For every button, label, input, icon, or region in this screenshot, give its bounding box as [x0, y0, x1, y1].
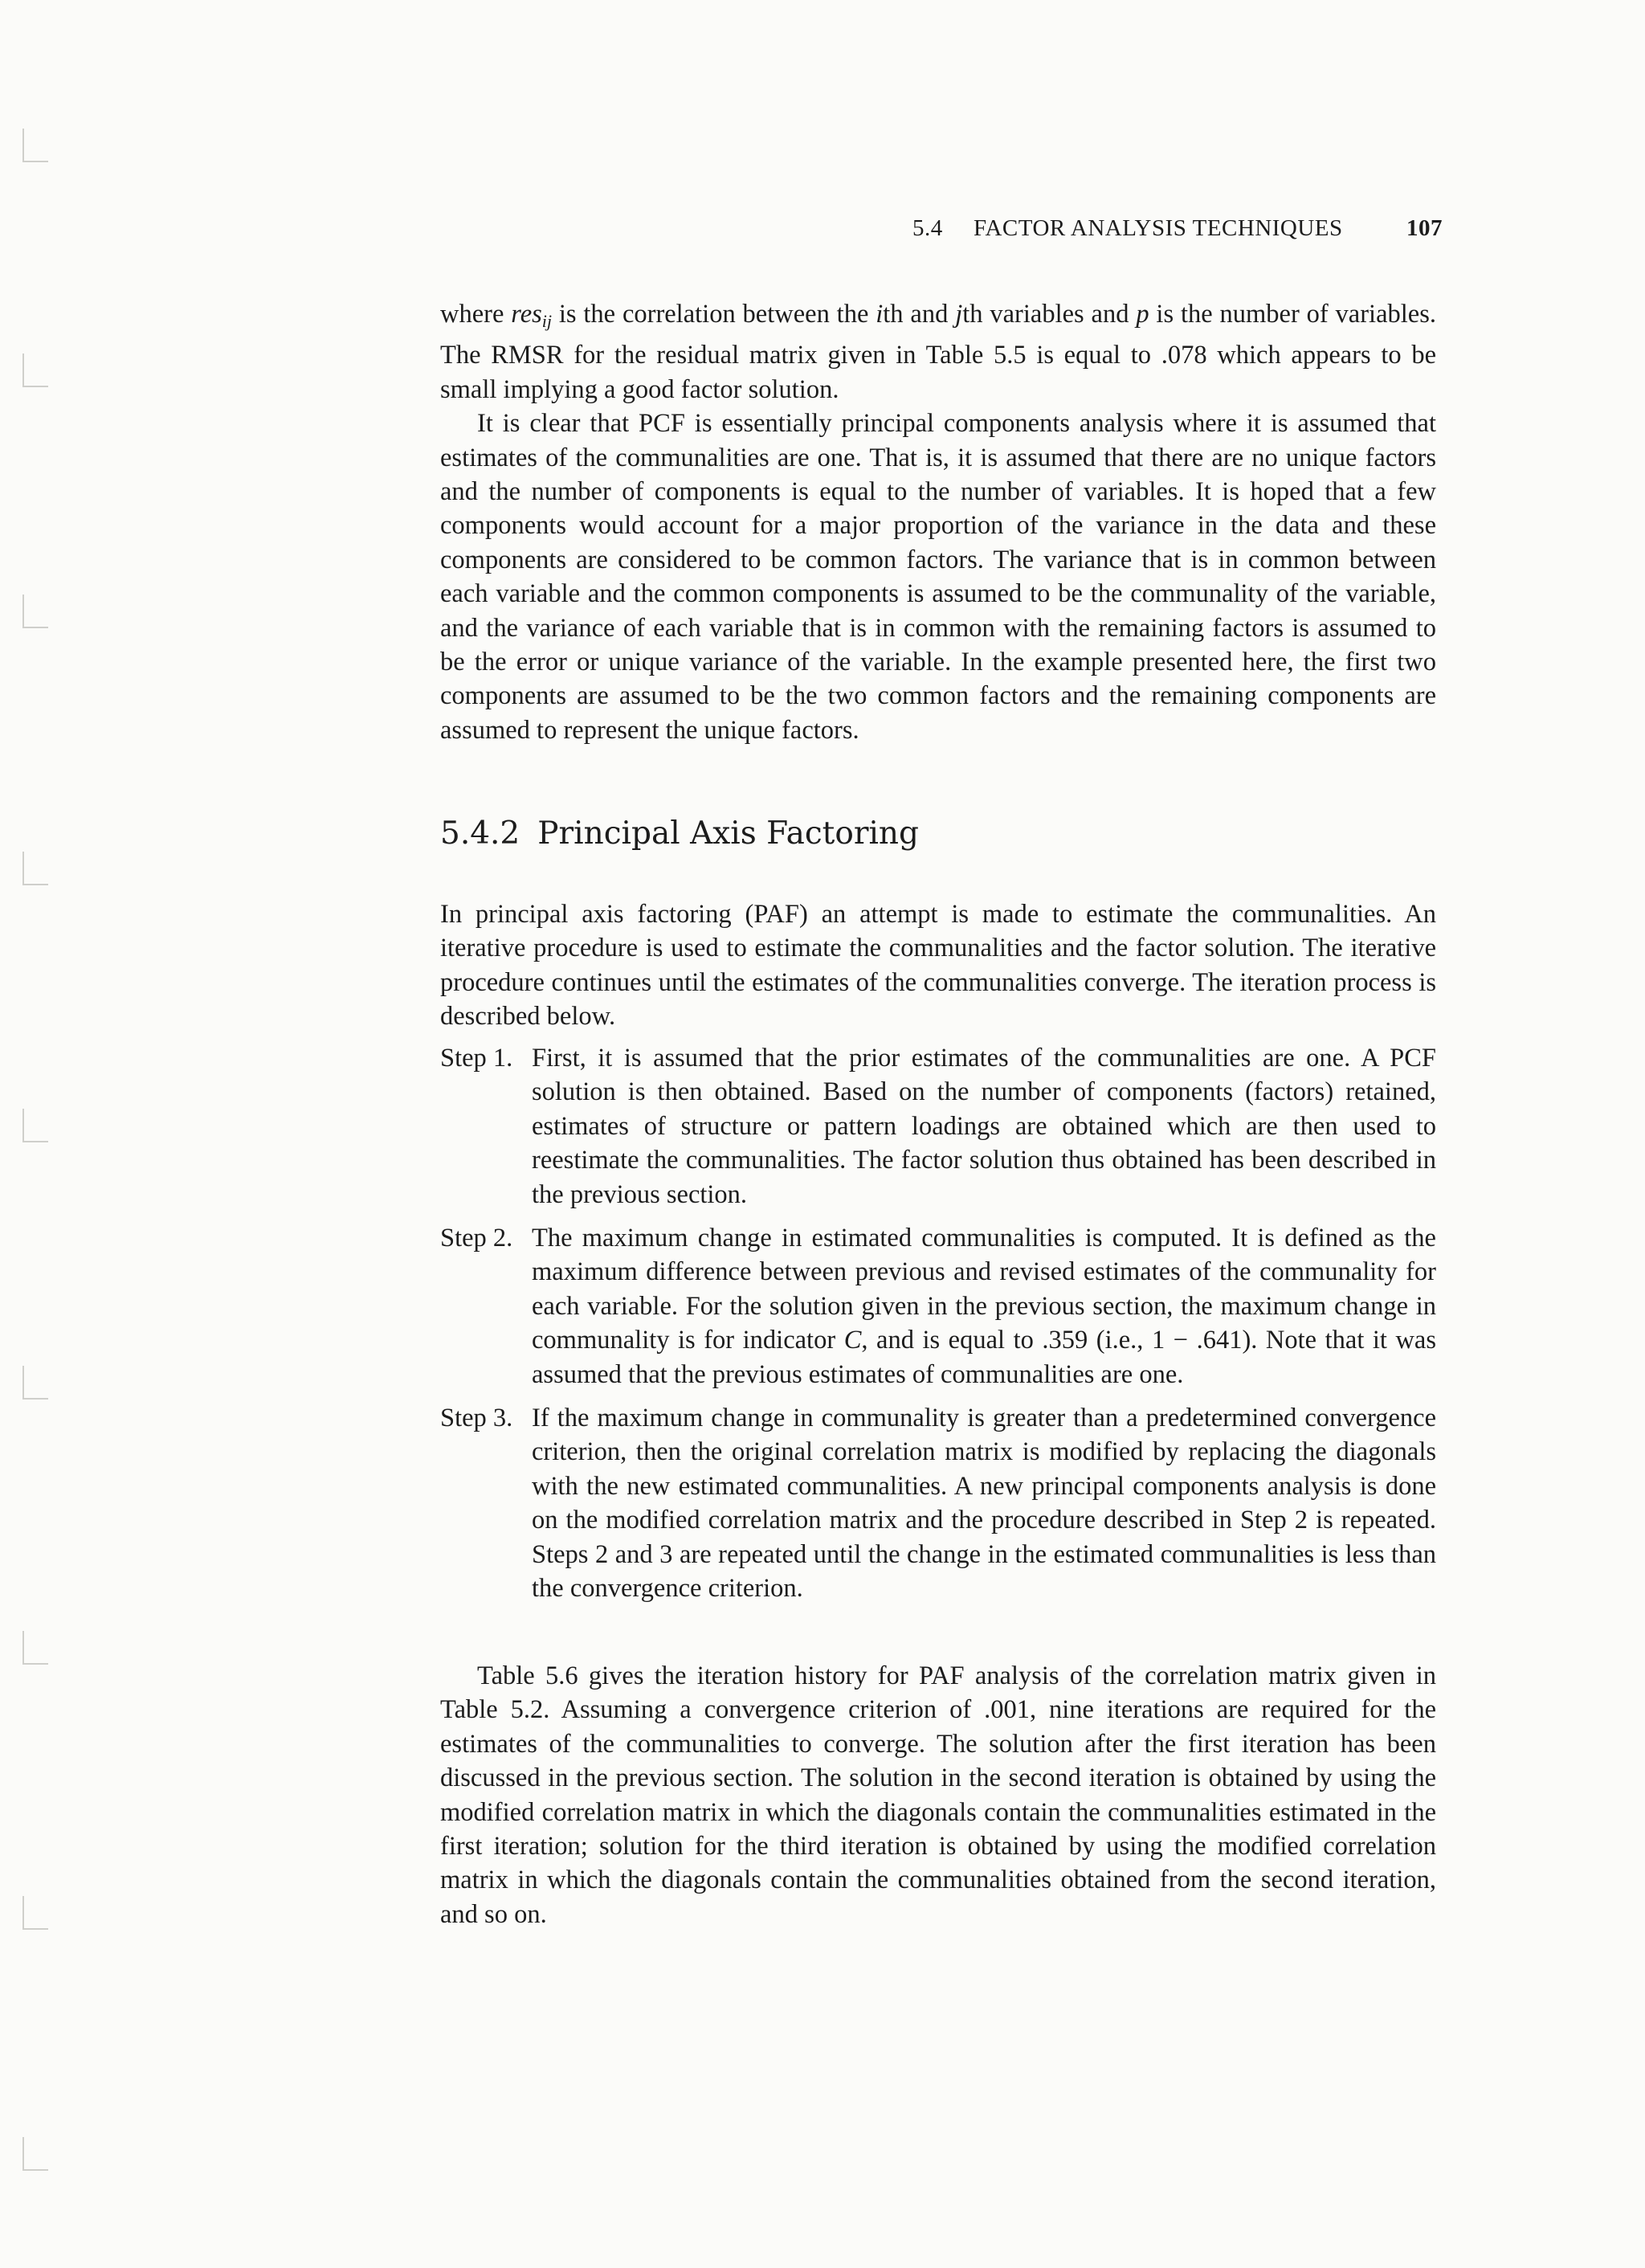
- edge-mark: [22, 353, 48, 387]
- math-i: i: [876, 300, 884, 329]
- running-head: [912, 215, 1443, 251]
- step-item: [440, 1041, 1436, 1212]
- step-item: [440, 1401, 1436, 1605]
- running-head-title: FACTOR ANALYSIS TECHNIQUES: [974, 215, 1343, 241]
- edge-mark: [22, 1109, 48, 1142]
- section-title: Principal Axis Factoring: [537, 815, 920, 852]
- text-run: is the correlation between the: [552, 300, 876, 329]
- body-text-bottom: [440, 1659, 1436, 1931]
- step-label: Step 3.: [440, 1404, 513, 1433]
- running-head-section: 5.4: [912, 215, 943, 241]
- math-j: j: [955, 300, 963, 329]
- math-subscript: ij: [541, 311, 552, 331]
- body-text-paf-intro: [440, 897, 1436, 1034]
- paragraph-iteration-history: Table 5.6 gives the iteration history for PAF analysis of the correlation matrix given in Table 5.2. Assuming a convergence criterion of .001, nine iterations are required for the estimates of the communalities to converge. The solution after the first iteration has been discussed in the previous section. The solution in the second iteration is obtained by using the modified correlation matrix in which the diagonals contain the communalities estimated in the first iteration; solution for the third iteration is obtained by using the modified correlation matrix in which the diagonals contain the communalities obtained from the second iteration, and so on.: [440, 1661, 1436, 1929]
- step-item: [440, 1221, 1436, 1391]
- text-run: th variables and: [962, 300, 1137, 329]
- edge-mark: [22, 1366, 48, 1400]
- step-text: [532, 1221, 1436, 1391]
- page-number: 107: [1406, 215, 1443, 241]
- section-heading: [440, 815, 919, 852]
- step-label: Step 1.: [440, 1044, 513, 1073]
- indicator-symbol: C: [843, 1326, 862, 1355]
- edge-mark: [22, 1631, 48, 1665]
- text-run: The maximum change in estimated communalities is computed. It is defined as the maximum difference between previous and revised estimates of the communality for each variable. For the solution given in the previous section, the maximum change in communality is for indicator: [532, 1224, 1436, 1355]
- paragraph-paf: In principal axis factoring (PAF) an attempt is made to estimate the communalities. An iterative procedure is used to estimate the communalities and the factor solution. The iterative procedure continues until the estimates of the communalities converge. The iteration process is described below.: [440, 900, 1436, 1032]
- step-text: First, it is assumed that the prior estimates of the communalities are one. A PCF solution is then obtained. Based on the number of components (factors) retained, estimates of structure or pattern loadings are obtained which are then used to reestimate the communalities. The factor solution thus obtained has been described in the previous section.: [532, 1044, 1436, 1209]
- edge-mark: [22, 852, 48, 885]
- step-text: If the maximum change in communality is greater than a predetermined convergence criterion, then the original correlation matrix is modified by replacing the diagonals with the new estimated communalities. A new principal components analysis is done on the modified correlation matrix and the procedure described in Step 2 is repeated. Steps 2 and 3 are repeated until the change in the estimated communalities is less than the convergence criterion.: [532, 1404, 1436, 1604]
- section-number: 5.4.2: [440, 815, 520, 852]
- edge-mark: [22, 1896, 48, 1930]
- paragraph-rmsr: [440, 297, 1436, 407]
- text-run: where: [440, 300, 512, 329]
- step-list: [440, 1041, 1436, 1616]
- edge-mark: [22, 595, 48, 628]
- text-run: is the number of variables. The RMSR for the residual matrix given in Table 5.5 is equal to .078 which appears to be small implying a good factor solution.: [440, 300, 1436, 404]
- body-text-top: [440, 297, 1436, 747]
- math-res: res: [511, 300, 542, 329]
- math-p: p: [1136, 300, 1149, 329]
- edge-mark: [22, 129, 48, 162]
- paragraph-pcf: It is clear that PCF is essentially principal components analysis where it is assumed that estimates of the communalities are one. That is, it is assumed that there are no unique factors and the number of components is equal to the number of variables. It is hoped that a few components would account for a major proportion of the variance in the data and these components are considered to be common factors. The variance that is in common between each variable and the common components is assumed to be the communality of the variable, and the variance of each variable that is in common with the remaining factors is assumed to be the error or unique variance of the variable. In the example presented here, the first two components are assumed to be the two common factors and the remaining components are assumed to represent the unique factors.: [440, 409, 1436, 745]
- binding-edge-marks: [22, 0, 55, 2268]
- edge-mark: [22, 2137, 48, 2171]
- text-run: , and is equal to .359 (i.e., 1 − .641). Note that it was assumed that the previous estimates of communalities are one.: [532, 1326, 1437, 1389]
- text-run: th and: [883, 300, 956, 329]
- step-label: Step 2.: [440, 1224, 513, 1253]
